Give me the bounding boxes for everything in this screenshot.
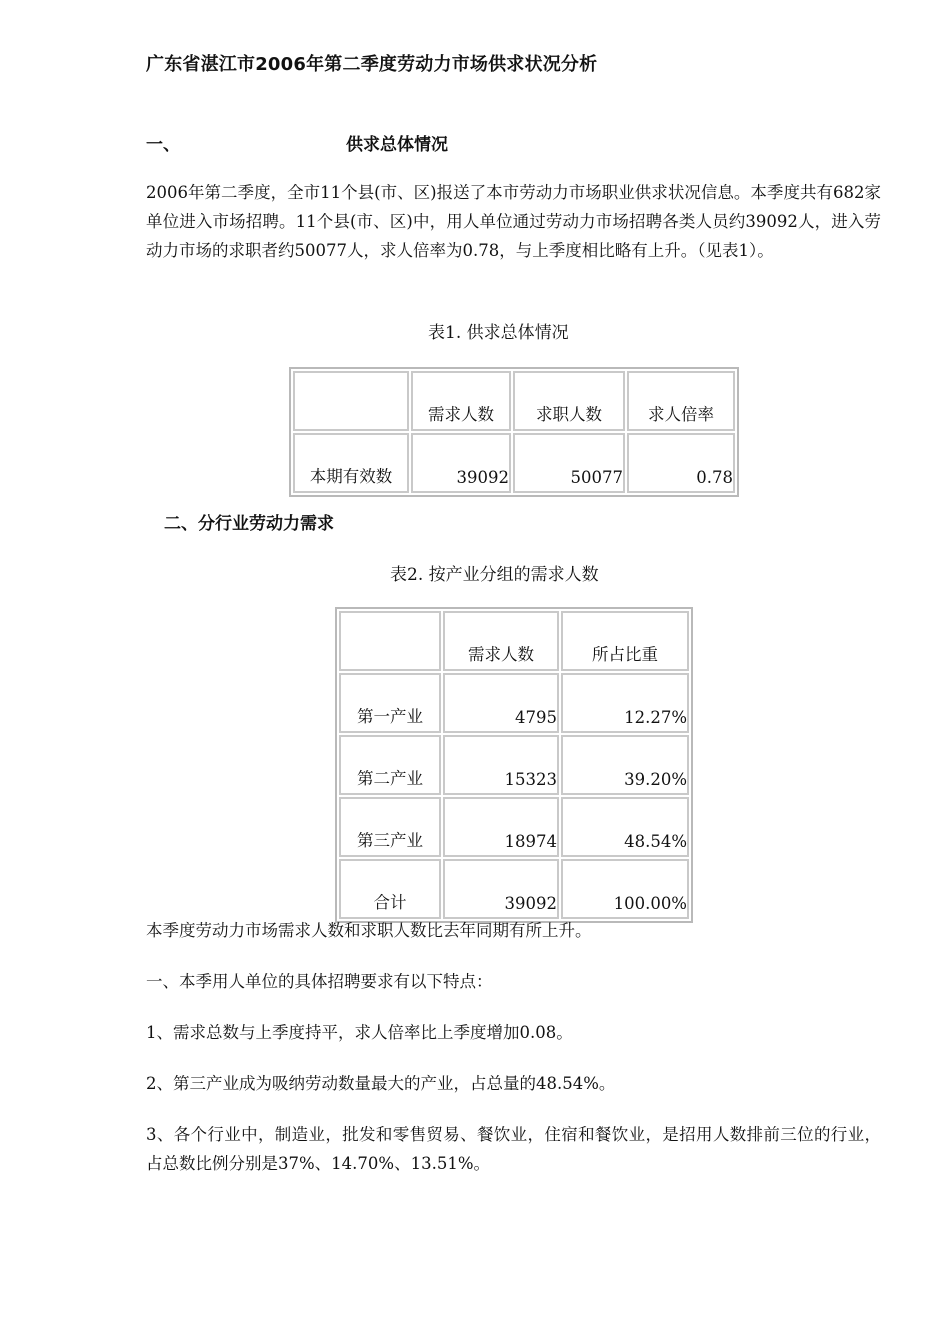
table-industry-demand [335, 607, 693, 923]
features-heading: 一、本季用人单位的具体招聘要求有以下特点： [146, 972, 493, 991]
row-label: 第三产业 [339, 797, 441, 857]
table-header-cell: 所占比重 [561, 611, 689, 671]
table-header-cell [339, 611, 441, 671]
share-value: 39.20% [561, 735, 689, 795]
paragraph-overview: 2006年第二季度，全市11个县(市、区)报送了本市劳动力市场职业供求状况信息。本季度共有682家单位进入市场招聘。11个县(市、区)中，用人单位通过劳动力市场招聘各类人员约39092人，进入劳动力市场的求职者约50077人，求人倍率为0.78，与上季度相比略有上升。（见表1）。 [146, 183, 881, 260]
section-2-title: 二、分行业劳动力需求 [164, 514, 334, 534]
section-1-title: 供求总体情况 [346, 135, 448, 155]
share-value: 48.54% [561, 797, 689, 857]
table-header-cell: 求人倍率 [627, 371, 735, 431]
feature-item-1: 1、需求总数与上季度持平，求人倍率比上季度增加0.08。 [146, 1023, 573, 1042]
demand-value: 39092 [443, 859, 559, 919]
table-supply-demand [289, 367, 739, 497]
table-header-row [293, 371, 735, 431]
table-1-caption: 表1. 供求总体情况 [428, 323, 569, 343]
feature-item-2: 2、第三产业成为吸纳劳动数量最大的产业，占总量的48.54%。 [146, 1074, 616, 1093]
row-label: 合计 [339, 859, 441, 919]
table-row [339, 673, 689, 733]
row-label: 第一产业 [339, 673, 441, 733]
feature-item-3: 3、各个行业中，制造业，批发和零售贸易、餐饮业，住宿和餐饮业，是招用人数排前三位的行业，占总数比例分别是37%、14.70%、13.51%。 [146, 1125, 881, 1173]
demand-value: 39092 [411, 433, 511, 493]
table-header-cell: 需求人数 [411, 371, 511, 431]
table-header-cell [293, 371, 409, 431]
table-header-row [339, 611, 689, 671]
share-value: 12.27% [561, 673, 689, 733]
demand-value: 4795 [443, 673, 559, 733]
summary-line: 本季度劳动力市场需求人数和求职人数比去年同期有所上升。 [146, 921, 592, 940]
demand-value: 18974 [443, 797, 559, 857]
seekers-value: 50077 [513, 433, 625, 493]
section-1-number: 一、 [146, 135, 180, 155]
table-row [293, 433, 735, 493]
table-2-caption: 表2. 按产业分组的需求人数 [390, 565, 599, 585]
ratio-value: 0.78 [627, 433, 735, 493]
table-row [339, 797, 689, 857]
demand-value: 15323 [443, 735, 559, 795]
table-row [339, 735, 689, 795]
table-row [339, 859, 689, 919]
share-value: 100.00% [561, 859, 689, 919]
table-header-cell: 需求人数 [443, 611, 559, 671]
document-title: 广东省湛江市2006年第二季度劳动力市场供求状况分析 [146, 54, 598, 75]
row-label: 第二产业 [339, 735, 441, 795]
row-label: 本期有效数 [293, 433, 409, 493]
table-header-cell: 求职人数 [513, 371, 625, 431]
